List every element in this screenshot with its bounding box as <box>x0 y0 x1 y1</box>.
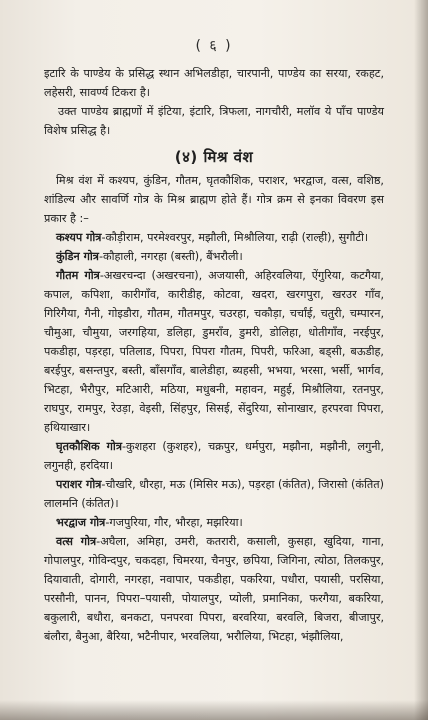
gotra-villages: -अघैला, अमिहा, उमरी, कतरारी, कसाली, कुसहा, खुदिया, गाना, गोपालपुर, गोविन्दपुर, चकदहा, चिमरया, चैनपुर, छपिया, जिगिना, त्योठा, तिलकपुर, दियावाती, दोगारी, नगरहा, नवापार, पकडीहा, पकरिया, पधौरा, पयासी, परसिया, परसौनी, पानन, पिपरा–पयासी, पोयालपुर, प्योली, प्रमानिका, फरगैया, बकरिया, बकुलारी, बधौरा, बनकटा, पनपरवा पिपरा, बरवरिया, बरवलि, बिजरा, बीजापुर, बंलौरा, बैनुआ, बैरिया, भटैनीपार, भरवलिया, भरौलिया, भिटहा, भंझौलिया, <box>44 535 384 643</box>
gotra-villages: -चौखरि, धौरहा, मऊ (मिसिर मऊ), पड़रहा (कंतित), जिरासो (कंतित) लालमनि (कंतित)। <box>44 478 384 510</box>
gotra-name: वत्स गोत्र <box>56 535 97 548</box>
page-edge-shadow <box>414 0 428 720</box>
gotra-name: कश्यप गोत्र <box>56 231 102 244</box>
intro-paragraph-1: इटारि के पाण्डेय के प्रसिद्ध स्थान अभिलडीहा, चारपानी, पाण्डेय का सरया, रकहट, लहेसरी, सावर्ण्य टिकरा है। <box>44 67 384 99</box>
gotra-villages: -गजपुरिया, गौर, भौरहा, मझरिया। <box>105 516 243 529</box>
intro-paragraph-2: उक्त पाण्डेय ब्राह्मणों में इंटिया, इंटारि, त्रिफला, नागचौरी, मलॉव ये पाँच पाण्डेय विशेष प्रसिद्ध है। <box>44 105 384 137</box>
gotra-paragraph-bharadwaj <box>44 513 384 532</box>
gotra-name: घृतकौशिक गोत्र <box>56 440 122 453</box>
gotra-paragraph-kundin <box>44 247 384 266</box>
gotra-name: कुंडिन गोत्र <box>56 250 99 263</box>
gotra-name: गौतम गोत्र <box>56 269 100 282</box>
page-bottom-shadow <box>0 700 428 720</box>
gotra-villages: -कौड़ीराम, परमेश्वरपुर, मझौली, मिश्रौलिया, राढ़ी (राल्ही), सुगौटी। <box>101 231 369 244</box>
gotra-paragraph-gautam <box>44 266 384 437</box>
gotra-paragraph-parashar <box>44 475 384 513</box>
gotra-paragraph-vats <box>44 532 384 646</box>
gotra-villages: -कौहाली, नगरहा (बस्ती), बैंभरौली। <box>98 250 243 263</box>
section-heading: (४) मिश्र वंश <box>174 148 254 166</box>
gotra-villages: -कुशहरा (कुशहर), चक्रपुर, धर्मपुरा, मझौना, मझौनी, लगुनी, लगुनही, हरदिया। <box>44 440 385 472</box>
page-body <box>44 64 384 646</box>
gotra-name: पराशर गोत्र <box>56 478 102 491</box>
gotra-paragraph-ghritkaushik <box>44 437 384 475</box>
gotra-name: भरद्वाज गोत्र <box>56 516 106 529</box>
gotra-paragraph-kashyap <box>44 228 384 247</box>
page-number: ( ६ ) <box>195 38 233 54</box>
gotra-villages: -अखरचन्दा (अखरचना), अजयासी, अहिरवलिया, ऐंगुरिया, कटगैया, कपाल, कपिशा, कारीगाँव, कारीडीह, कोटवा, खदरा, खरगपुरा, खरउर गाँव, गिरिगैया, गैनी, गोइडौरा, गौतम, गौतमपुर, चउरहा, चकौड़ा, चर्चांई, चतुरी, चम्पारन, चौमुआ, चौमुया, जरगहिया, डलिहा, डुमराँव, डुमरी, डोलिहा, धोतीगाँव, नरईपुर, पकडीहा, पड़रहा, पतिलाड, पिपरा, पिपरा गौतम, पिपरी, फरिआ, बड्सी, बऊडीह, बरईपुर, बसन्तपुर, बस्ती, बाँसगाँव, बालेडीहा, ब्यहसी, भभया, भरसा, भर्सी, भार्गव, भिटहा, भैरौपुर, मटिआरी, मठिया, मधुबनी, महावन, महुई, मिश्रौलिया, रतनपुर, राघपुर, रामपुर, रेउड़ा, वेइसी, सिंहपुर, सिसई, सेंदुरिया, सोनाखार, हरपरवा पिपरा, हथियाखार। <box>44 269 384 434</box>
section-intro: मिश्र वंश में कश्यप, कुंडिन, गौतम, घृतकौशिक, पराशर, भरद्वाज, वत्स, वशिष्ठ, शांडिल्य और सावर्णि गोत्र के मिश्र ब्राह्मण होते हैं। गोत्र क्रम से इनका विवरण इस प्रकार है :– <box>44 174 384 225</box>
